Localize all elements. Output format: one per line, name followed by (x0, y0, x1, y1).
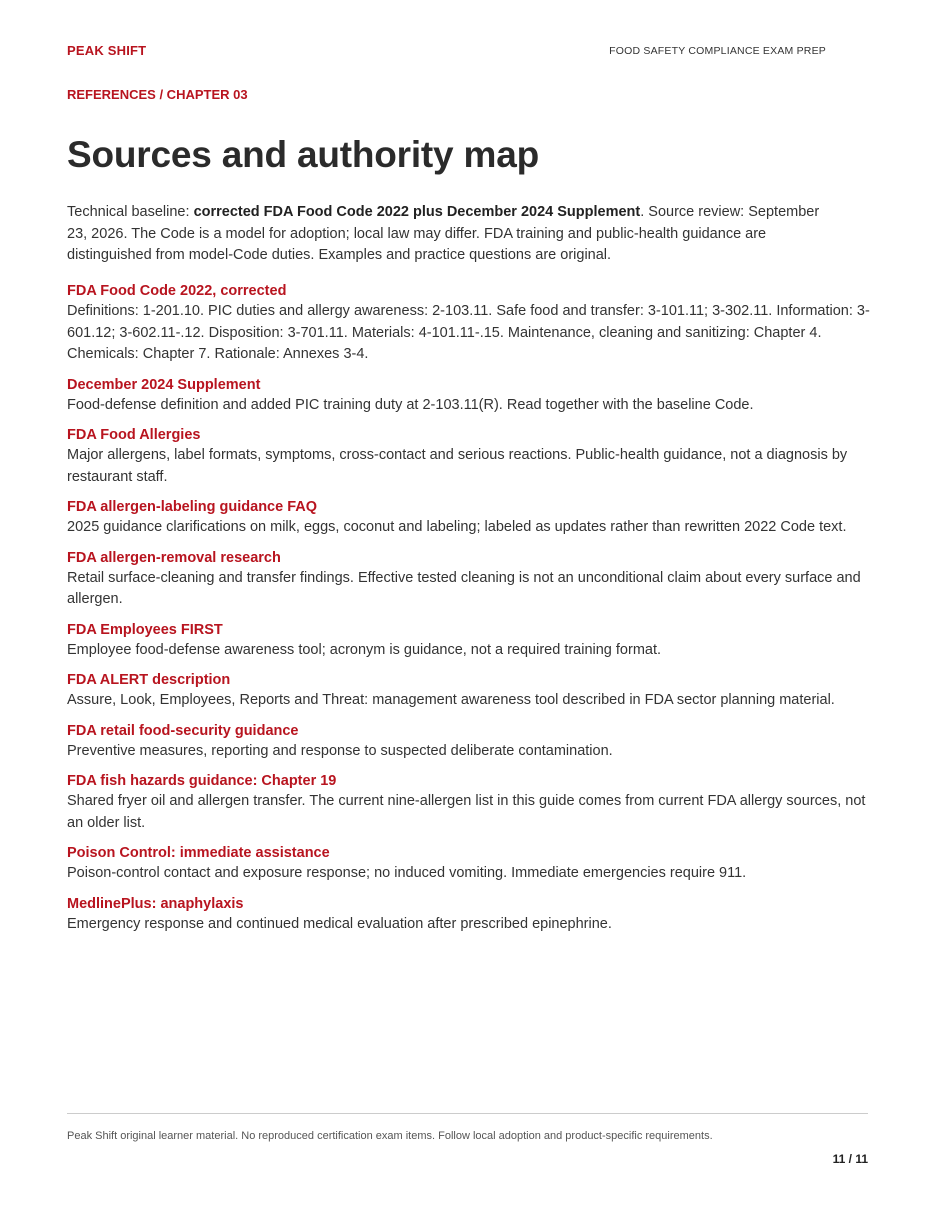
reference-item (67, 721, 872, 763)
section-label: REFERENCES / CHAPTER 03 (67, 87, 248, 102)
reference-description: Retail surface-cleaning and transfer findings. Effective tested cleaning is not an unconditional claim about every surface and allergen. (67, 569, 861, 607)
reference-item (67, 771, 872, 834)
reference-item (67, 497, 872, 539)
reference-title: FDA retail food-security guidance (67, 722, 299, 739)
reference-title: Poison Control: immediate assistance (67, 845, 330, 861)
reference-item (67, 548, 872, 611)
brand-name: PEAK SHIFT (67, 43, 147, 58)
reference-title: FDA fish hazards guidance: Chapter 19 (67, 773, 337, 789)
reference-description: Food-defense definition and added PIC training duty at 2-103.11(R). Read together with the baseline Code. (67, 396, 754, 413)
reference-description: Major allergens, label formats, symptoms, cross-contact and serious reactions. Public-health guidance, not a diagnosis by restaurant staff. (67, 447, 848, 485)
reference-title: FDA ALERT description (67, 672, 231, 688)
reference-item (67, 843, 872, 885)
page-title: Sources and authority map (67, 134, 539, 175)
reference-description: Poison-control contact and exposure response; no induced vomiting. Immediate emergencies require 911. (67, 865, 747, 881)
reference-title: FDA Food Code 2022, corrected (67, 283, 287, 299)
reference-item (67, 670, 872, 712)
reference-item (67, 281, 872, 366)
reference-description: Assure, Look, Employees, Reports and Threat: management awareness tool described in FDA sector planning material. (67, 692, 835, 708)
reference-title: December 2024 Supplement (67, 376, 261, 393)
reference-description: Preventive measures, reporting and response to suspected deliberate contamination. (67, 742, 613, 759)
footer-divider (67, 1113, 868, 1114)
reference-item (67, 894, 872, 936)
reference-title: FDA Employees FIRST (67, 621, 223, 638)
reference-title: FDA Food Allergies (67, 427, 201, 443)
reference-item (67, 425, 872, 488)
reference-title: MedlinePlus: anaphylaxis (67, 895, 244, 912)
intro-emphasis: corrected FDA Food Code 2022 plus December 2024 Supplement (193, 204, 641, 220)
reference-description: Definitions: 1-201.10. PIC duties and allergy awareness: 2-103.11. Safe food and transfer: 3-101.11; 3-302.11. Information: 3-601.12; 3-602.11-.12. Disposition: 3-701.11. Materials: 4-101.11-.15. Maintenance, cleaning and sanitizing: Chapter 4. Chemicals: Chapter 7. Rationale: Annexes 3-4. (67, 303, 870, 362)
reference-title: FDA allergen-labeling guidance FAQ (67, 499, 318, 515)
intro-paragraph (67, 202, 827, 267)
reference-list (67, 281, 872, 944)
document-title: FOOD SAFETY COMPLIANCE EXAM PREP (609, 45, 826, 57)
reference-description: Employee food-defense awareness tool; acronym is guidance, not a required training format. (67, 641, 662, 658)
intro-prefix: Technical baseline: (67, 204, 194, 220)
reference-item (67, 375, 872, 417)
reference-description: 2025 guidance clarifications on milk, eggs, coconut and labeling; labeled as updates rather than rewritten 2022 Code text. (67, 519, 847, 535)
reference-title: FDA allergen-removal research (67, 549, 281, 566)
reference-item (67, 620, 872, 662)
page-number: 11 / 11 (832, 1152, 868, 1166)
reference-description: Shared fryer oil and allergen transfer. The current nine-allergen list in this guide comes from current FDA allergy sources, not an older list. (67, 793, 866, 831)
footer-note: Peak Shift original learner material. No reproduced certification exam items. Follow local adoption and product-specific requirements. (67, 1130, 713, 1142)
intro-suffix: . Source review: September 23, 2026. The Code is a model for adoption; local law may differ. FDA training and public-health guidance are distinguished from model-Code duties. Examples and practice questions are original. (67, 204, 820, 263)
reference-description: Emergency response and continued medical evaluation after prescribed epinephrine. (67, 915, 612, 932)
